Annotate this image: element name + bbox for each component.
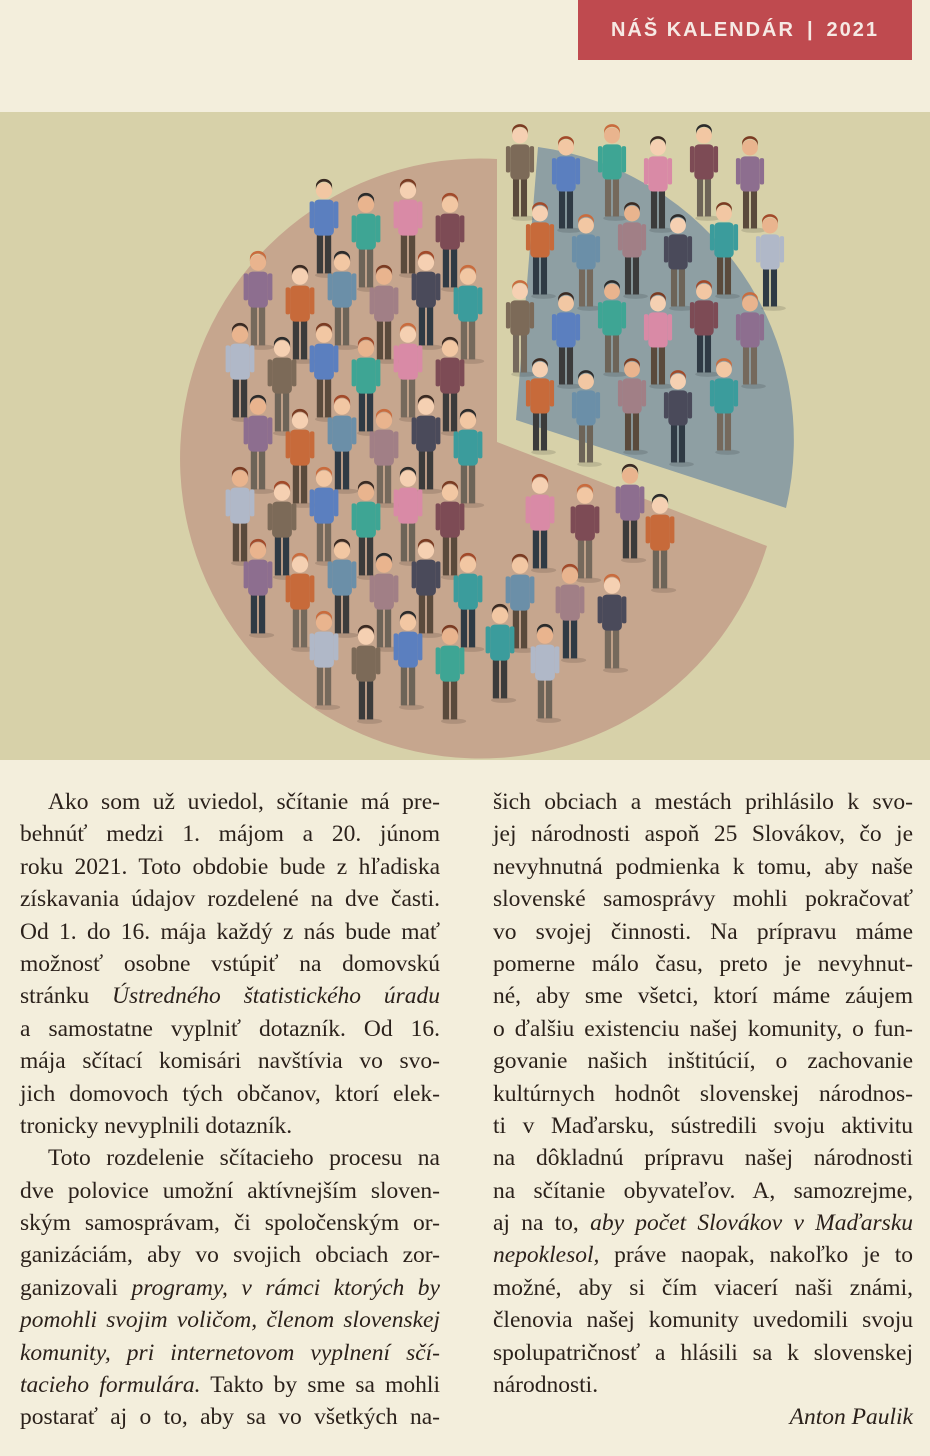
text-line: získavania údajov rozdelené na dve časti. xyxy=(20,886,440,913)
text-line: ským samosprávam, či spoločenským or- xyxy=(20,1210,440,1237)
italic-run: pomohli svojim voličom, členom slovenskej xyxy=(20,1307,440,1334)
text-line xyxy=(20,980,440,1012)
text-line: jich domovoch tých občanov, ktorí elek- xyxy=(20,1080,440,1107)
text-line xyxy=(20,1304,440,1336)
section-year: 2021 xyxy=(826,18,880,41)
section-title: NÁŠ KALENDÁR xyxy=(610,18,795,41)
text-line: mája sčítací komisári navštívia vo svo- xyxy=(20,1048,440,1075)
text-line: behnúť medzi 1. májom a 20. júnom xyxy=(20,821,440,848)
text-line: Toto rozdelenie sčítacieho procesu na xyxy=(48,1145,440,1172)
person-figure xyxy=(690,124,720,221)
text-line: vo svojej činnosti. Na prípravu máme xyxy=(493,918,913,945)
italic-run: programy, v rámci ktorých by xyxy=(131,1274,440,1301)
text-line: govanie našich inštitúcií, o zachovanie xyxy=(493,1048,913,1075)
text-line xyxy=(20,1337,440,1369)
text-run: Takto by sme sa mohli xyxy=(200,1372,440,1399)
header-separator: | xyxy=(806,18,815,41)
text-line: na sčítanie obyvateľov. A, samozrejme, xyxy=(493,1177,913,1204)
text-line: Ako som už uviedol, sčítanie má pre- xyxy=(48,789,440,815)
text-line: šich obciach a mestách prihlásilo k svo- xyxy=(493,789,913,815)
text-line: možnosť osobne vstúpiť na domovskú xyxy=(20,950,440,977)
illustration-svg xyxy=(0,112,930,760)
author-signature: Anton Paulik xyxy=(789,1404,913,1430)
section-label xyxy=(578,0,912,60)
text-run: stránku xyxy=(20,983,112,1010)
text-line: dve polovice umožní aktívnejším sloven- xyxy=(20,1177,440,1204)
pie-chart-people-illustration xyxy=(0,112,930,760)
italic-run: aby počet Slovákov v Maďarsku xyxy=(590,1210,913,1237)
text-line: roku 2021. Toto obdobie bude z hľadiska xyxy=(20,853,440,880)
text-run: aj na to, xyxy=(493,1210,591,1237)
text-line: né, aby sme všetci, ktorí máme záujem xyxy=(493,983,913,1010)
text-line: o ďalšiu existenciu našej komunity, o fun- xyxy=(493,1015,913,1042)
italic-run: tacieho formulára. xyxy=(20,1372,201,1399)
text-run: ganizovali xyxy=(20,1274,132,1301)
text-line: postarať aj o to, aby sa vo všetkých na- xyxy=(20,1404,440,1431)
text-line xyxy=(20,1272,440,1304)
text-line: na dôkladnú prípravu našej národnosti xyxy=(493,1145,913,1172)
text-line xyxy=(493,1207,913,1239)
text-line: jej národnosti aspoň 25 Slovákov, čo je xyxy=(493,821,913,848)
text-line: kultúrnych hodnôt slovenskej národnos- xyxy=(493,1080,913,1107)
text-line: slovenské samosprávy mohli pokračovať xyxy=(493,886,913,913)
text-line: a samostatne vyplniť dotazník. Od 16. xyxy=(20,1015,440,1042)
text-line: nevyhnutná podmienka k tomu, aby naše xyxy=(493,853,913,880)
italic-run: komunity, pri internetovom vyplnení sčí- xyxy=(20,1339,440,1366)
text-run: práve naopak, nakoľko je to xyxy=(599,1242,913,1269)
text-line: spolupatričnosť a hlásili sa k slovenskej xyxy=(493,1339,913,1366)
text-line: ti v Maďarsku, sústredili svoju aktivitu xyxy=(493,1112,913,1139)
article-column-left xyxy=(20,786,440,1434)
italic-run: Ústredného štatistického úradu xyxy=(111,983,440,1010)
article-column-right xyxy=(493,786,913,1401)
text-line xyxy=(493,1239,913,1271)
text-line: národnosti. xyxy=(493,1372,599,1399)
text-line: Od 1. do 16. mája každý z nás bude mať xyxy=(20,918,440,945)
person-figure xyxy=(736,136,766,233)
text-line: pomerne málo času, preto je nevyhnut- xyxy=(493,950,913,977)
italic-run: nepoklesol, xyxy=(493,1242,600,1269)
person-figure xyxy=(506,124,536,221)
text-line: ganizáciám, aby vo svojich obciach zor- xyxy=(20,1242,440,1269)
text-line: tronicky nevyplnili dotazník. xyxy=(20,1112,293,1139)
text-line xyxy=(20,1369,440,1401)
text-line: možné, aby si čím viacerí naši známi, xyxy=(493,1274,913,1301)
text-line: členovia našej komunity uvedomili svoju xyxy=(493,1307,913,1334)
